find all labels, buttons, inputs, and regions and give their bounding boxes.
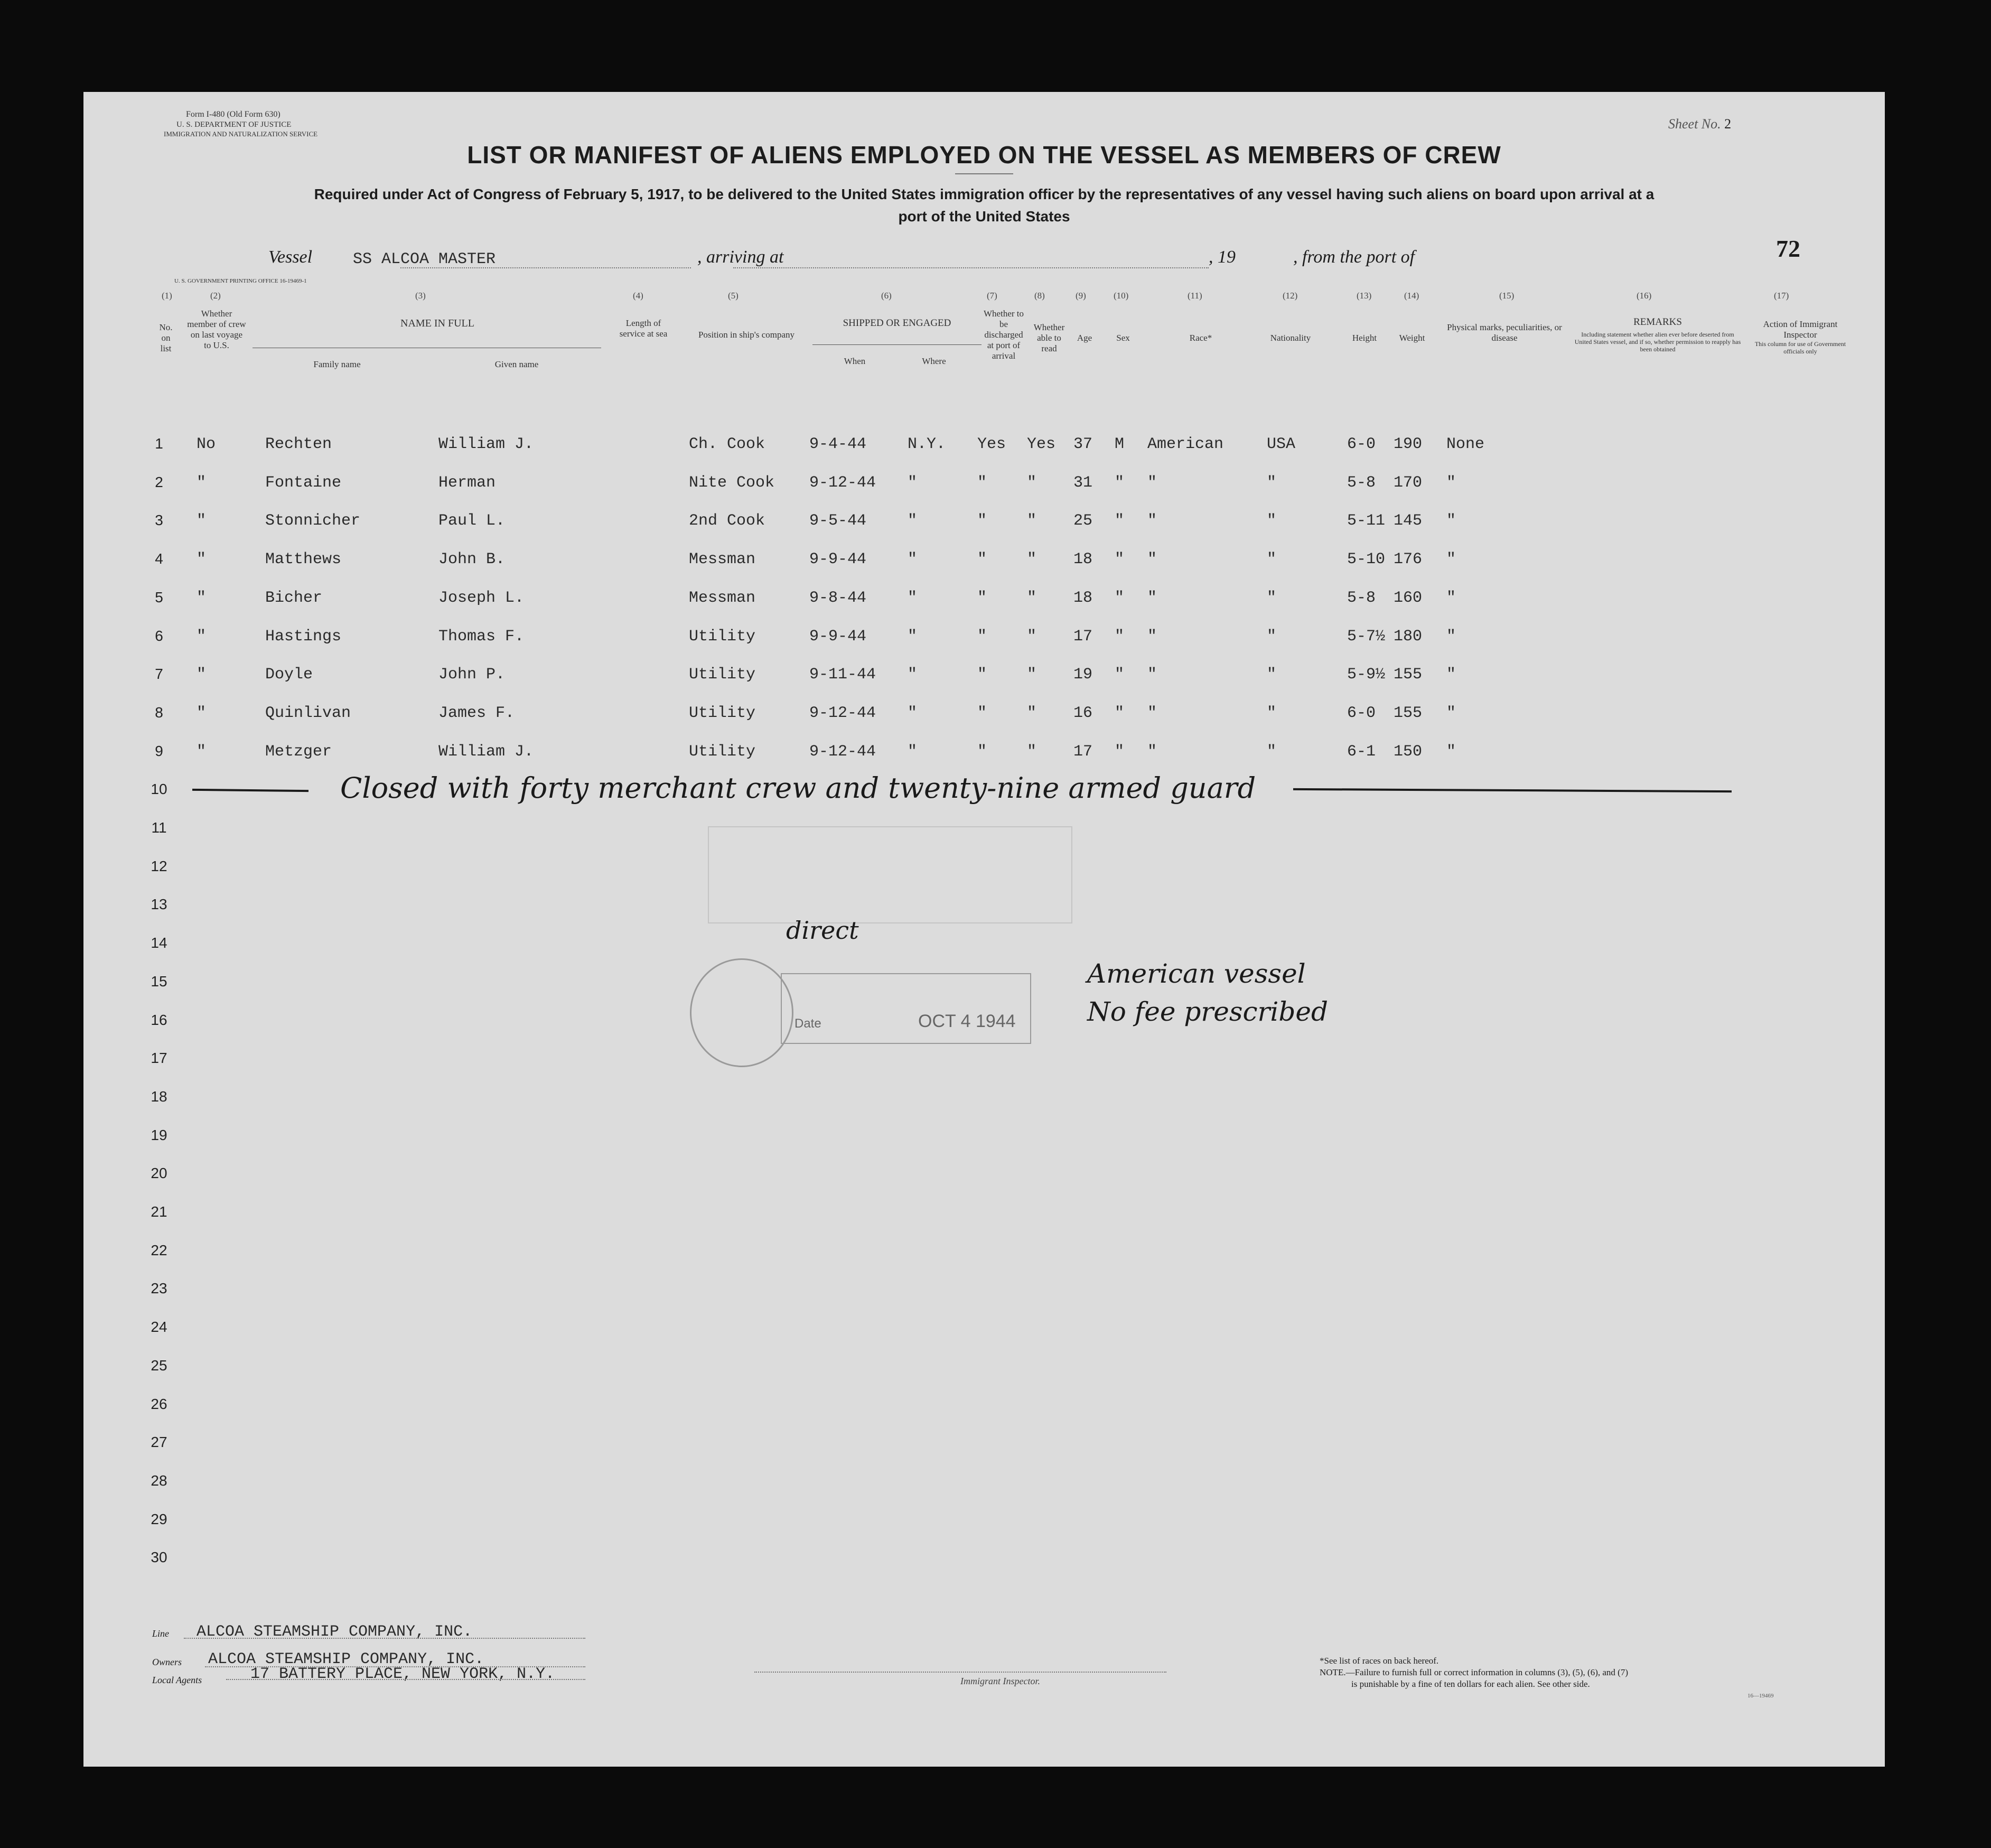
cell-discharged: Yes <box>977 435 1006 453</box>
direct-note: direct <box>786 916 859 945</box>
cell-no: 9 <box>155 742 163 759</box>
col-num-10: (10) <box>1114 291 1129 301</box>
cell-given: William J. <box>438 742 534 761</box>
sheet-label: Sheet No. <box>1668 116 1721 132</box>
cell-position: Utility <box>689 704 756 722</box>
stamp-date: OCT 4 1944 <box>918 1011 1016 1031</box>
cell-no: 4 <box>155 550 163 567</box>
row-number: 13 <box>151 896 167 913</box>
cell-sex: " <box>1115 666 1125 684</box>
closing-rule-left <box>192 789 309 792</box>
col-header-remarks: REMARKS <box>1633 316 1682 328</box>
cell-nationality: " <box>1267 666 1277 684</box>
cell-when: 9-12-44 <box>809 742 876 761</box>
cell-given: Thomas F. <box>438 627 525 646</box>
cell-discharged: " <box>977 512 987 530</box>
col-header-physical-marks: Physical marks, peculiarities, or disease <box>1447 322 1562 343</box>
cell-marks: " <box>1446 589 1456 607</box>
owners-label: Owners <box>152 1657 182 1667</box>
line-value: ALCOA STEAMSHIP COMPANY, INC. <box>197 1623 473 1641</box>
cell-marks: " <box>1446 627 1456 646</box>
col-header-when: When <box>844 356 866 366</box>
cell-position: Utility <box>689 742 756 761</box>
cell-sex: " <box>1115 704 1125 722</box>
cell-read: " <box>1027 473 1037 492</box>
cell-sex: " <box>1115 512 1125 530</box>
cell-race: " <box>1147 589 1157 607</box>
cell-height: 5-7½ <box>1347 627 1386 646</box>
cell-read: " <box>1027 589 1037 607</box>
cell-family: Metzger <box>265 742 332 761</box>
cell-weight: 145 <box>1394 512 1423 530</box>
manifest-sheet <box>83 92 1885 1767</box>
col-num-9: (9) <box>1076 291 1086 301</box>
cell-weight: 155 <box>1394 704 1423 722</box>
cell-position: Messman <box>689 589 756 607</box>
cell-sex: " <box>1115 589 1125 607</box>
cell-marks: " <box>1446 704 1456 722</box>
cell-age: 17 <box>1073 627 1093 646</box>
col-header-where: Where <box>922 356 946 366</box>
printing-office: U. S. GOVERNMENT PRINTING OFFICE 16-19469-1 <box>174 278 307 284</box>
cell-when: 9-4-44 <box>809 435 867 453</box>
cell-when: 9-8-44 <box>809 589 867 607</box>
col-num-13: (13) <box>1357 291 1372 301</box>
col-header-family-name: Family name <box>313 359 361 369</box>
local-agents-value: 17 BATTERY PLACE, NEW YORK, N.Y. <box>250 1665 555 1683</box>
cell-nationality: " <box>1267 473 1277 492</box>
cell-last: " <box>197 666 207 684</box>
cell-no: 1 <box>155 435 163 452</box>
row-number: 15 <box>151 973 167 990</box>
row-number: 17 <box>151 1050 167 1067</box>
col-header-age: Age <box>1077 333 1092 343</box>
cell-age: 19 <box>1073 666 1093 684</box>
sheet-number: 2 <box>1724 116 1732 132</box>
cell-sex: " <box>1115 473 1125 492</box>
penalty-note-2: is punishable by a fine of ten dollars for each alien. See other side. <box>1351 1679 1590 1689</box>
cell-family: Stonnicher <box>265 512 361 530</box>
col-header-position: Position in ship's company <box>698 330 795 340</box>
row-number: 20 <box>151 1165 167 1182</box>
cell-when: 9-11-44 <box>809 666 876 684</box>
cell-family: Hastings <box>265 627 342 646</box>
inspection-stamp <box>781 973 1031 1044</box>
penalty-note-1: NOTE.—Failure to furnish full or correct information in columns (3), (5), (6), and (7) <box>1320 1667 1628 1677</box>
owners-value: ALCOA STEAMSHIP COMPANY, INC. <box>208 1650 484 1668</box>
cell-no: 2 <box>155 473 163 490</box>
cell-where: " <box>908 627 918 646</box>
cell-discharged: " <box>977 589 987 607</box>
cell-height: 6-0 <box>1347 435 1376 453</box>
inspector-label: Immigrant Inspector. <box>960 1676 1040 1686</box>
cell-read: " <box>1027 666 1037 684</box>
page-number: 72 <box>1776 235 1800 262</box>
cell-when: 9-9-44 <box>809 550 867 569</box>
col-header-weight: Weight <box>1399 333 1425 343</box>
arriving-label: , arriving at <box>697 247 784 267</box>
col-num-4: (4) <box>633 291 643 301</box>
cell-position: 2nd Cook <box>689 512 765 530</box>
col-header-remarks-note: Including statement whether alien ever before deserted from United States vessel, and if so, whether permission to reapply has been obtained <box>1574 331 1741 353</box>
cell-family: Rechten <box>265 435 332 453</box>
cell-race: " <box>1147 550 1157 569</box>
cell-read: " <box>1027 550 1037 569</box>
cell-discharged: " <box>977 704 987 722</box>
cell-height: 5-9½ <box>1347 666 1386 684</box>
cell-marks: " <box>1446 742 1456 761</box>
cell-read: " <box>1027 704 1037 722</box>
cell-when: 9-5-44 <box>809 512 867 530</box>
cell-no: 7 <box>155 666 163 683</box>
cell-when: 9-9-44 <box>809 627 867 646</box>
row-number: 25 <box>151 1357 167 1374</box>
cell-height: 6-0 <box>1347 704 1376 722</box>
cell-last: " <box>197 550 207 569</box>
form-number: Form I-480 (Old Form 630) <box>186 110 281 119</box>
col-header-shipped: SHIPPED OR ENGAGED <box>843 318 951 329</box>
cell-nationality: USA <box>1267 435 1296 453</box>
cell-marks: " <box>1446 512 1456 530</box>
cell-nationality: " <box>1267 589 1277 607</box>
cell-sex: " <box>1115 550 1125 569</box>
col-num-17: (17) <box>1774 291 1789 301</box>
cell-given: John B. <box>438 550 506 569</box>
page-title: LIST OR MANIFEST OF ALIENS EMPLOYED ON THE VESSEL AS MEMBERS OF CREW <box>467 141 1501 169</box>
cell-read: " <box>1027 627 1037 646</box>
cell-weight: 180 <box>1394 627 1423 646</box>
cell-sex: " <box>1115 627 1125 646</box>
cell-last: " <box>197 589 207 607</box>
col-num-12: (12) <box>1283 291 1298 301</box>
row-number: 26 <box>151 1395 167 1412</box>
cell-marks: " <box>1446 473 1456 492</box>
local-agents-label: Local Agents <box>152 1675 202 1685</box>
form-code: 16—19469 <box>1747 1693 1774 1699</box>
cell-when: 9-12-44 <box>809 704 876 722</box>
year-label: , 19 <box>1209 247 1236 267</box>
row-number: 24 <box>151 1319 167 1336</box>
cell-family: Bicher <box>265 589 323 607</box>
col-header-last-voyage: Whether member of crew on last voyage to U.S. <box>187 309 246 350</box>
col-num-14: (14) <box>1404 291 1419 301</box>
cell-discharged: " <box>977 473 987 492</box>
cell-weight: 170 <box>1394 473 1423 492</box>
col-header-inspector-action: Action of Immigrant Inspector <box>1763 319 1838 340</box>
cell-age: 18 <box>1073 550 1093 569</box>
cell-discharged: " <box>977 627 987 646</box>
col-num-15: (15) <box>1499 291 1515 301</box>
col-header-able-to-read: Whether able to read <box>1033 322 1065 353</box>
col-num-1: (1) <box>162 291 172 301</box>
col-header-inspector-note: This column for use of Government officials only <box>1754 340 1846 355</box>
vessel-label: Vessel <box>268 247 313 267</box>
closing-note: Closed with forty merchant crew and twenty-nine armed guard <box>340 771 1256 805</box>
col-num-7: (7) <box>987 291 997 301</box>
cell-position: Nite Cook <box>689 473 775 492</box>
cell-family: Quinlivan <box>265 704 351 722</box>
cell-family: Doyle <box>265 666 313 684</box>
cell-family: Fontaine <box>265 473 342 492</box>
row-number: 23 <box>151 1280 167 1297</box>
cell-height: 5-8 <box>1347 589 1376 607</box>
cell-where: " <box>908 512 918 530</box>
row-number: 14 <box>151 935 167 951</box>
cell-where: " <box>908 473 918 492</box>
cell-position: Utility <box>689 627 756 646</box>
cell-weight: 155 <box>1394 666 1423 684</box>
cell-race: American <box>1147 435 1224 453</box>
stamp-date-label: Date <box>794 1016 821 1031</box>
cell-age: 17 <box>1073 742 1093 761</box>
col-header-no: No. on list <box>159 322 173 353</box>
faint-stamp <box>708 826 1072 923</box>
cell-marks: " <box>1446 550 1456 569</box>
cell-where: " <box>908 550 918 569</box>
cell-no: 8 <box>155 704 163 721</box>
cell-no: 6 <box>155 627 163 644</box>
col-num-6: (6) <box>881 291 892 301</box>
row-number: 12 <box>151 857 167 874</box>
cell-when: 9-12-44 <box>809 473 876 492</box>
row-number: 16 <box>151 1011 167 1028</box>
cell-last: " <box>197 473 207 492</box>
col-header-nationality: Nationality <box>1270 333 1311 343</box>
cell-position: Messman <box>689 550 756 569</box>
cell-height: 5-10 <box>1347 550 1386 569</box>
american-vessel-note: American vessel <box>1087 958 1306 989</box>
cell-nationality: " <box>1267 550 1277 569</box>
cell-sex: M <box>1115 435 1125 453</box>
col-header-sex: Sex <box>1116 333 1130 343</box>
cell-weight: 176 <box>1394 550 1423 569</box>
cell-given: Paul L. <box>438 512 506 530</box>
cell-age: 31 <box>1073 473 1093 492</box>
row-number: 18 <box>151 1088 167 1105</box>
cell-marks: " <box>1446 666 1456 684</box>
cell-race: " <box>1147 666 1157 684</box>
cell-read: " <box>1027 512 1037 530</box>
cell-age: 18 <box>1073 589 1093 607</box>
cell-height: 6-1 <box>1347 742 1376 761</box>
cell-where: N.Y. <box>908 435 946 453</box>
cell-last: " <box>197 512 207 530</box>
col-header-length-of-service: Length of service at sea <box>619 318 668 339</box>
col-num-11: (11) <box>1188 291 1202 301</box>
cell-age: 37 <box>1073 435 1093 453</box>
row-number: 29 <box>151 1510 167 1527</box>
row-number: 30 <box>151 1549 167 1566</box>
cell-position: Utility <box>689 666 756 684</box>
cell-race: " <box>1147 512 1157 530</box>
cell-read: " <box>1027 742 1037 761</box>
no-fee-note: No fee prescribed <box>1087 996 1328 1027</box>
cell-given: James F. <box>438 704 515 722</box>
row-number: 10 <box>151 781 167 798</box>
cell-position: Ch. Cook <box>689 435 765 453</box>
cell-nationality: " <box>1267 627 1277 646</box>
row-number: 22 <box>151 1242 167 1258</box>
cell-weight: 190 <box>1394 435 1423 453</box>
cell-given: Herman <box>438 473 496 492</box>
cell-given: William J. <box>438 435 534 453</box>
subtitle-line-1: Required under Act of Congress of February 5, 1917, to be delivered to the United States immigration officer by the representatives of any vessel having such aliens on board upon arrival at a <box>314 186 1655 202</box>
cell-sex: " <box>1115 742 1125 761</box>
cell-where: " <box>908 666 918 684</box>
col-num-5: (5) <box>728 291 739 301</box>
cell-discharged: " <box>977 550 987 569</box>
row-number: 19 <box>151 1126 167 1143</box>
row-number: 28 <box>151 1472 167 1489</box>
cell-weight: 160 <box>1394 589 1423 607</box>
cell-race: " <box>1147 473 1157 492</box>
row-number: 27 <box>151 1434 167 1451</box>
cell-height: 5-11 <box>1347 512 1386 530</box>
cell-race: " <box>1147 742 1157 761</box>
col-num-8: (8) <box>1034 291 1045 301</box>
row-number: 21 <box>151 1203 167 1220</box>
cell-discharged: " <box>977 742 987 761</box>
cell-height: 5-8 <box>1347 473 1376 492</box>
cell-where: " <box>908 742 918 761</box>
cell-discharged: " <box>977 666 987 684</box>
department: U. S. DEPARTMENT OF JUSTICE <box>176 120 292 129</box>
cell-where: " <box>908 589 918 607</box>
row-number: 11 <box>151 819 167 836</box>
cell-read: Yes <box>1027 435 1056 453</box>
cell-race: " <box>1147 627 1157 646</box>
vessel-name: SS ALCOA MASTER <box>353 250 496 268</box>
cell-nationality: " <box>1267 512 1277 530</box>
col-header-given-name: Given name <box>494 359 539 369</box>
round-seal <box>690 958 793 1067</box>
cell-last: " <box>197 627 207 646</box>
col-header-name: NAME IN FULL <box>400 318 474 329</box>
col-header-discharged: Whether to be discharged at port of arrival <box>984 309 1024 361</box>
cell-where: " <box>908 704 918 722</box>
cell-weight: 150 <box>1394 742 1423 761</box>
from-port-label: , from the port of <box>1293 247 1415 267</box>
closing-rule-right <box>1293 788 1732 792</box>
cell-nationality: " <box>1267 742 1277 761</box>
cell-last: " <box>197 742 207 761</box>
cell-family: Matthews <box>265 550 342 569</box>
cell-given: Joseph L. <box>438 589 525 607</box>
cell-nationality: " <box>1267 704 1277 722</box>
cell-given: John P. <box>438 666 506 684</box>
cell-age: 25 <box>1073 512 1093 530</box>
col-num-3: (3) <box>415 291 426 301</box>
cell-marks: None <box>1446 435 1485 453</box>
line-label: Line <box>152 1628 170 1639</box>
col-header-height: Height <box>1352 333 1377 343</box>
col-num-16: (16) <box>1637 291 1652 301</box>
cell-no: 5 <box>155 589 163 605</box>
cell-age: 16 <box>1073 704 1093 722</box>
service: IMMIGRATION AND NATURALIZATION SERVICE <box>164 130 318 138</box>
subtitle-line-2: port of the United States <box>898 208 1070 225</box>
col-header-race: Race* <box>1189 333 1212 343</box>
cell-no: 3 <box>155 512 163 529</box>
col-num-2: (2) <box>210 291 221 301</box>
cell-last: " <box>197 704 207 722</box>
cell-race: " <box>1147 704 1157 722</box>
races-note: *See list of races on back hereof. <box>1320 1656 1439 1666</box>
cell-last: No <box>197 435 216 453</box>
